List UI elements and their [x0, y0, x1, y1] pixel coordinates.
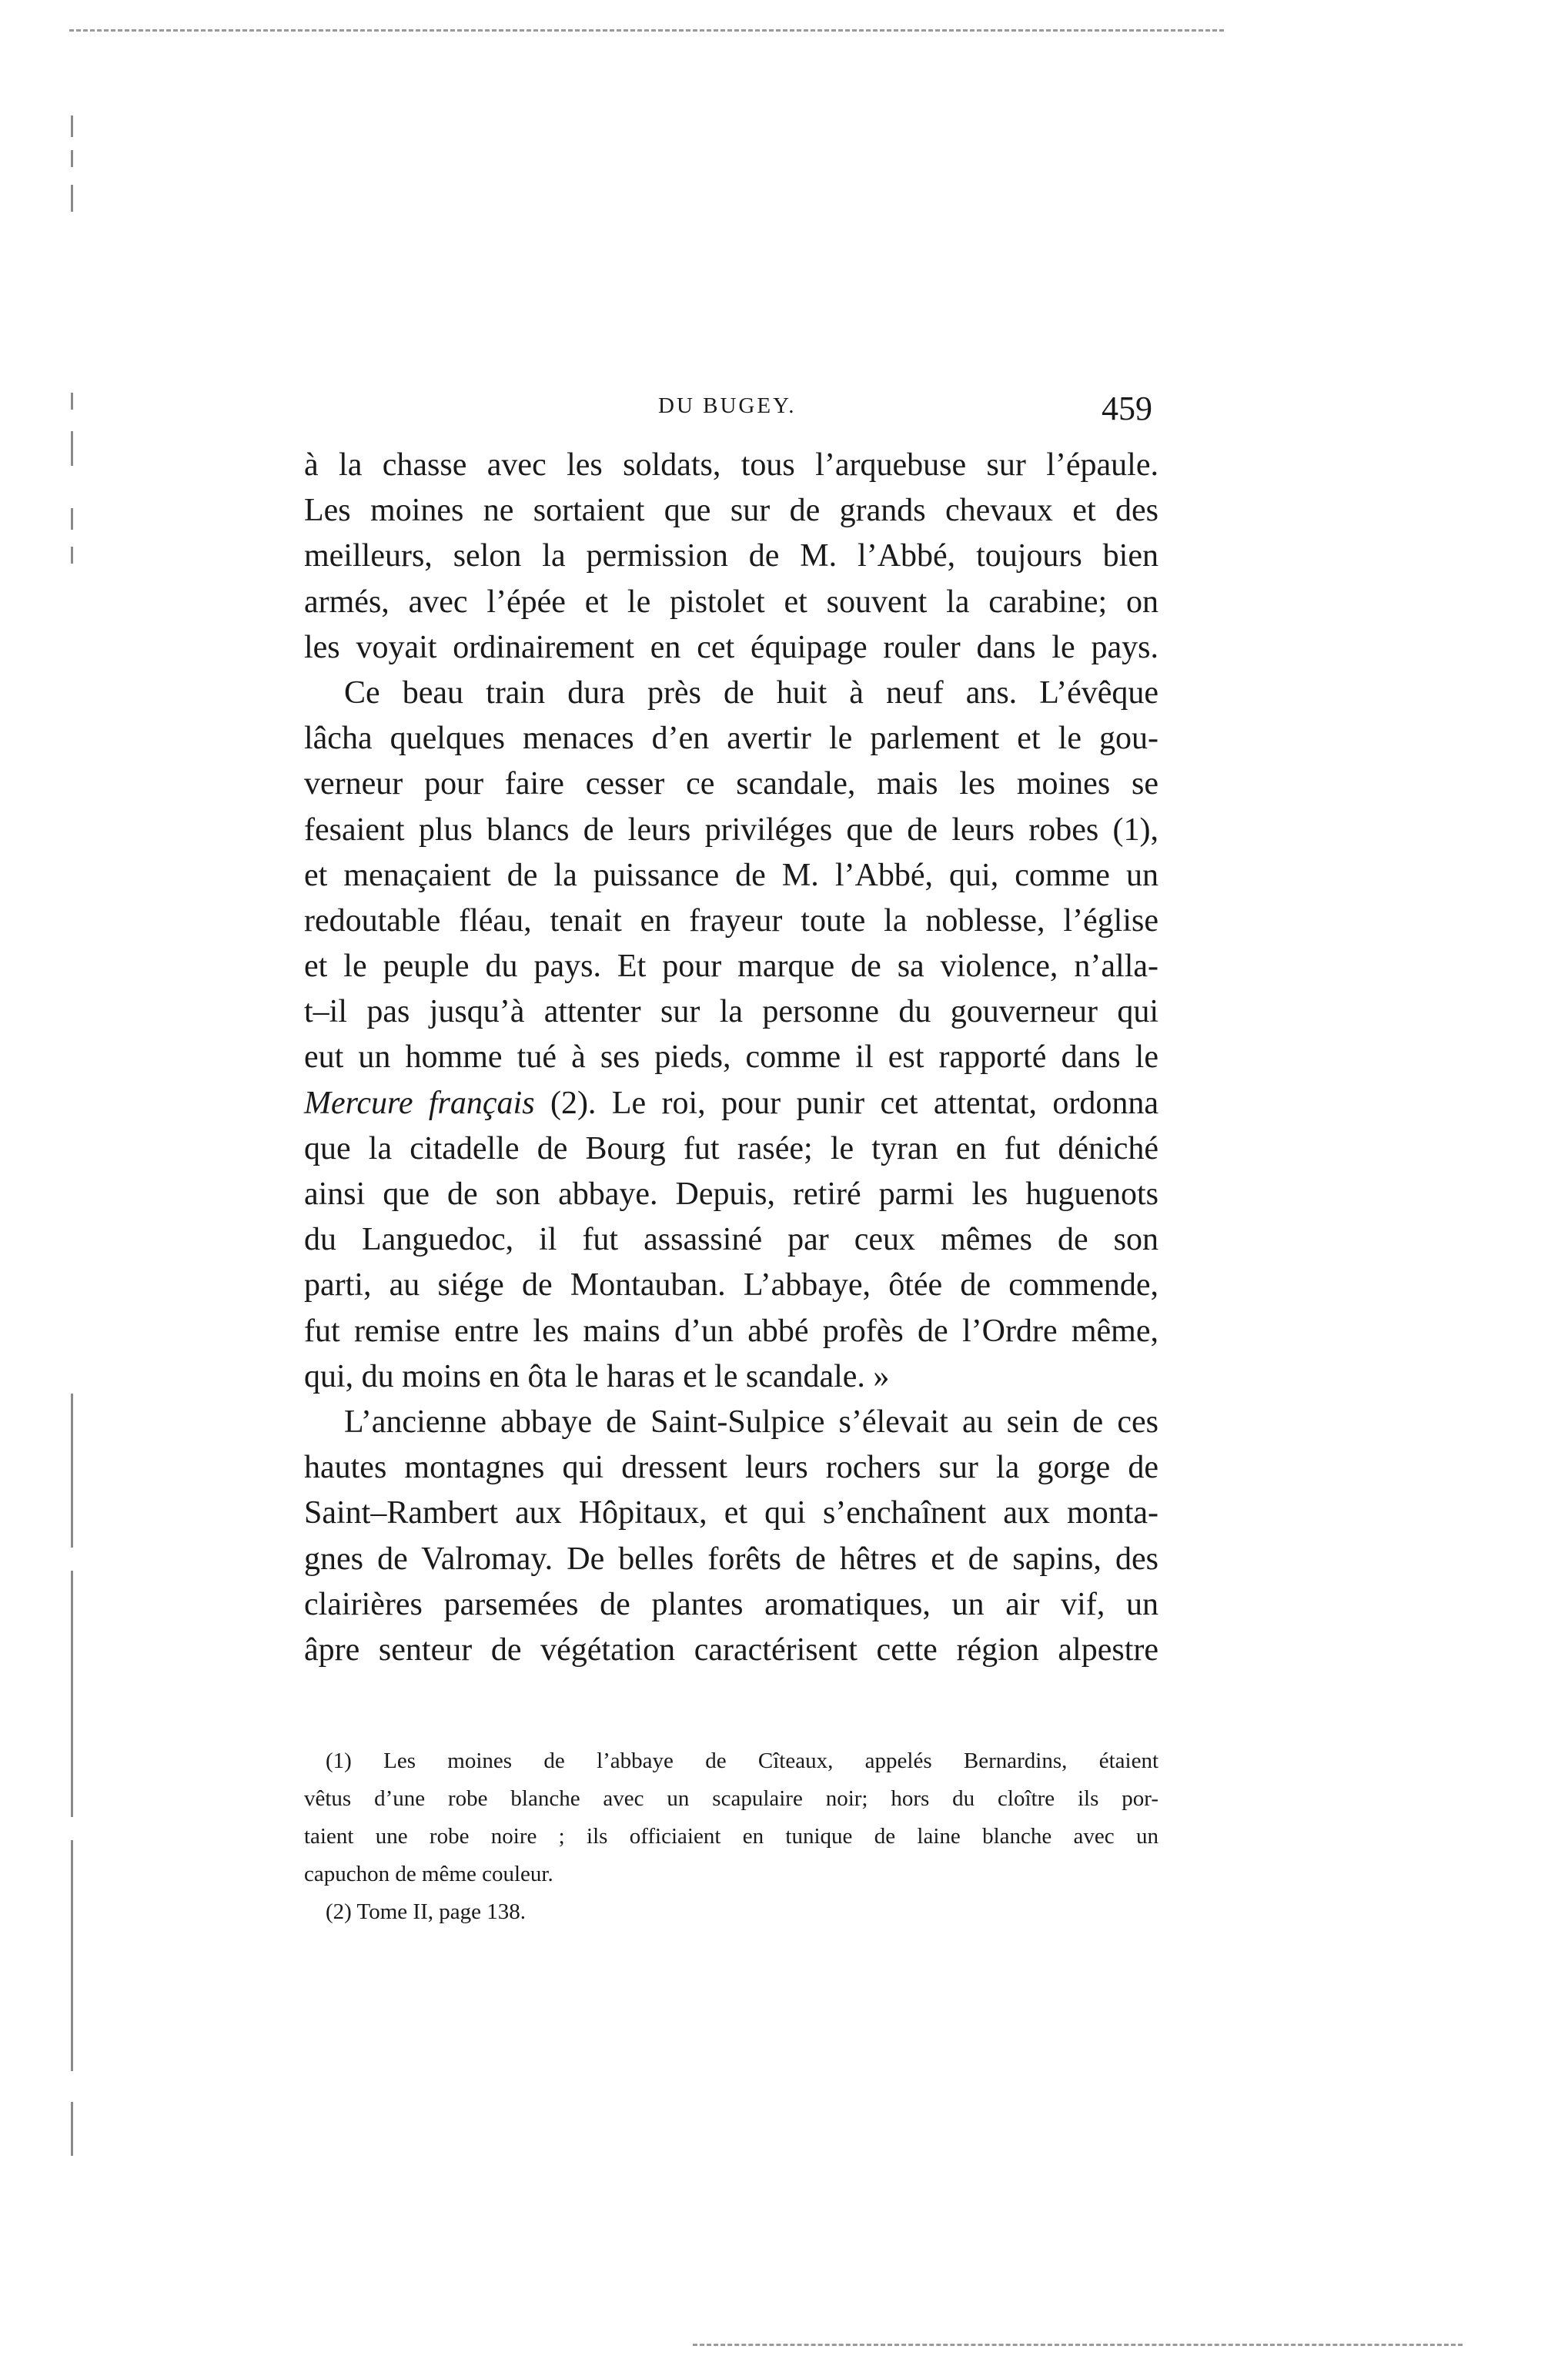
text-line: L’ancienne abbaye de Saint-Sulpice s’élevait au sein de ces — [344, 1404, 1158, 1440]
text-line: hautes montagnes qui dressent leurs rochers sur la gorge de — [304, 1450, 1158, 1486]
scan-edge-top — [69, 29, 1224, 32]
header-title: DU BUGEY. — [658, 393, 797, 418]
footnote-line: (2) Tome II, page 138. — [326, 1899, 526, 1925]
text-line: t–il pas jusqu’à attenter sur la personne du gouverneur qui — [304, 994, 1158, 1030]
footnote-line: vêtus d’une robe blanche avec un scapulaire noir; hors du cloître ils por- — [304, 1786, 1158, 1812]
scan-edge-left — [71, 115, 74, 2233]
italic-title: Mercure français — [304, 1085, 535, 1121]
text-line: redoutable fléau, tenait en frayeur toute la noblesse, l’église — [304, 902, 1158, 939]
text-line: qui, du moins en ôta le haras et le scandale. » — [304, 1358, 890, 1394]
text-line: clairières parsemées de plantes aromatiques, un air vif, un — [304, 1586, 1158, 1622]
edge-mark — [71, 1394, 73, 1548]
text-line: Saint–Rambert aux Hôpitaux, et qui s’enchaînent aux monta- — [304, 1495, 1158, 1531]
footnote-line: (1) Les moines de l’abbaye de Cîteaux, appelés Bernardins, étaient — [326, 1749, 1158, 1774]
text-line: ainsi que de son abbaye. Depuis, retiré parmi les huguenots — [304, 1176, 1158, 1212]
edge-mark — [71, 1571, 73, 1817]
text-line: gnes de Valromay. De belles forêts de hêtres et de sapins, des — [304, 1541, 1158, 1577]
text-line-italic — [304, 1081, 1158, 1126]
text-line: fesaient plus blancs de leurs priviléges que de leurs robes (1), — [304, 812, 1158, 848]
text-line: du Languedoc, il fut assassiné par ceux mêmes de son — [304, 1222, 1158, 1258]
text-line: âpre senteur de végétation caractérisent cette région alpestre — [304, 1631, 1158, 1668]
edge-mark — [71, 393, 73, 410]
footnotes — [304, 1742, 1158, 1931]
text-line: Les moines ne sortaient que sur de grands chevaux et des — [304, 493, 1158, 529]
text-line: armés, avec l’épée et le pistolet et souvent la carabine; on — [304, 584, 1158, 620]
edge-mark — [71, 431, 73, 466]
page-number: 459 — [1102, 390, 1152, 427]
text-line: meilleurs, selon la permission de M. l’Abbé, toujours bien — [304, 538, 1158, 574]
edge-mark — [71, 508, 73, 530]
edge-mark — [71, 1840, 73, 2071]
book-page — [304, 389, 1158, 1931]
edge-mark — [71, 185, 73, 212]
body-text — [304, 443, 1158, 1673]
edge-mark — [71, 115, 73, 137]
text-line: et menaçaient de la puissance de M. l’Abbé, qui, comme un — [304, 857, 1158, 893]
text-line: parti, au siége de Montauban. L’abbaye, ôtée de commende, — [304, 1267, 1158, 1303]
edge-mark — [71, 547, 73, 564]
text-line: Ce beau train dura près de huit à neuf ans. L’évêque — [344, 674, 1158, 711]
text-line: lâcha quelques menaces d’en avertir le parlement et le gou- — [304, 721, 1158, 757]
edge-mark — [71, 150, 73, 167]
scan-edge-bottom — [693, 2344, 1463, 2346]
text-line: les voyait ordinairement en cet équipage rouler dans le pays. — [304, 629, 1158, 665]
running-head — [304, 389, 1158, 443]
text-line: verneur pour faire cesser ce scandale, mais les moines se — [304, 766, 1158, 802]
text-line-rest: (2). Le roi, pour punir cet attentat, ordonna — [534, 1085, 1159, 1121]
footnote-line: taient une robe noire ; ils officiaient en tunique de laine blanche avec un — [304, 1824, 1158, 1849]
footnote-line: capuchon de même couleur. — [304, 1862, 553, 1887]
text-line: fut remise entre les mains d’un abbé profès de l’Ordre même, — [304, 1313, 1158, 1349]
edge-mark — [71, 2102, 73, 2156]
text-line: à la chasse avec les soldats, tous l’arquebuse sur l’épaule. — [304, 447, 1158, 483]
text-line: que la citadelle de Bourg fut rasée; le tyran en fut déniché — [304, 1130, 1158, 1166]
text-line: et le peuple du pays. Et pour marque de sa violence, n’alla- — [304, 949, 1158, 985]
text-line: eut un homme tué à ses pieds, comme il est rapporté dans le — [304, 1039, 1158, 1076]
